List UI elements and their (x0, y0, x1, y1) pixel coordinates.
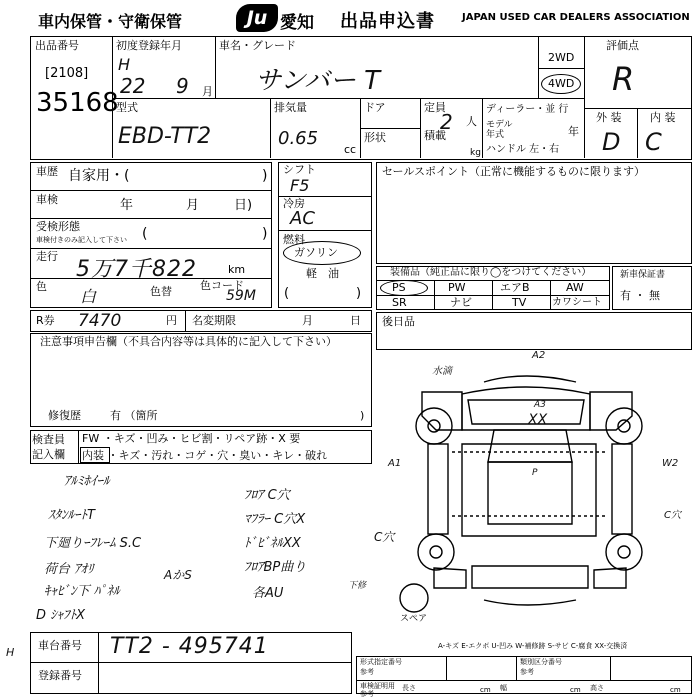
recycle-unit: 円 (166, 314, 177, 327)
shift-value: F5 (290, 176, 310, 195)
first-reg-era: H (118, 55, 131, 74)
inspector-note: ﾌﾛｱBP曲り (244, 560, 307, 575)
dealer-label: ディーラー・並 行 (486, 104, 569, 115)
model-label: 型式 (116, 101, 138, 114)
receipt-note: 車検付きのみ記入して下さい (36, 236, 127, 244)
damage-legend: A-キズ E-エクボ U-凹み W-補修跡 S-サビ C-腐食 XX-交換済 (438, 642, 628, 650)
interior-grade: C (645, 128, 662, 156)
car-name-value: サンバー T (255, 66, 381, 96)
recycle-value: 7470 (78, 311, 122, 331)
fuel-gas: ガソリン (294, 246, 338, 259)
fuel-diesel: 軽 油 (306, 267, 339, 280)
expiry-label: 名変期限 (192, 314, 236, 327)
diagram-mark: P (532, 468, 538, 478)
height-label: 高さ (590, 684, 604, 692)
grade-label: 評価点 (606, 39, 639, 52)
equipment-item: PS (392, 281, 406, 294)
length-unit: cm (480, 686, 491, 694)
equipment-item: ナビ (450, 296, 472, 309)
later-items-label: 後日品 (382, 315, 415, 328)
equipment-item: SR (392, 296, 407, 309)
load-unit: kg (470, 148, 481, 158)
history-value: 自家用・( (68, 168, 130, 184)
exterior-label: 外 装 (596, 111, 622, 124)
handle-label: ハンドル 左・右 (486, 144, 560, 155)
inspection-month: 月 (186, 198, 200, 213)
checker-row-1: FW ・キズ・凹み・ヒビ割・リペア跡・X 要 (82, 432, 301, 445)
repair-label: 修復歴 (48, 409, 81, 422)
equipment-item: AW (566, 281, 584, 294)
expiry-day: 日 (350, 314, 361, 327)
model-year-unit: 年 (568, 125, 579, 138)
checker-label-1: 検査員 (32, 433, 65, 446)
diagram-mark: XX (528, 412, 548, 428)
region-title: 愛知 (280, 13, 314, 33)
receipt-open: ( (142, 226, 148, 242)
type-ref: 参考 (360, 668, 374, 676)
inspector-note: ｽﾀﾝﾙｰﾄT (48, 508, 95, 523)
inspector-note: ﾏﾌﾗｰ C穴X (244, 512, 306, 527)
shape-label: 形状 (364, 131, 386, 144)
height-unit: cm (670, 686, 681, 694)
width-label: 幅 (500, 684, 507, 692)
inspector-note: ﾌﾛｱ C穴 (244, 488, 290, 503)
chassis-label: 車台番号 (38, 639, 82, 652)
diagram-mark: C穴 (664, 510, 681, 521)
new-car-warranty-label: 新車保証書 (620, 270, 666, 280)
inspection-year: 年 (120, 198, 134, 213)
lot-sub: [2108] (45, 66, 89, 81)
document-title: 出品申込書 (340, 11, 435, 32)
doors-label: ドア (364, 101, 386, 114)
model-year-label: モデル 年式 (486, 120, 513, 140)
later-items-block (376, 312, 692, 350)
displacement-label: 排気量 (274, 101, 307, 114)
diagram-mark: C穴 (374, 530, 395, 544)
receipt-label: 受検形態 (36, 220, 80, 233)
diagram-mark: W2 (662, 458, 679, 469)
ac-value: AC (290, 208, 315, 229)
inspector-note: ﾄﾞﾋﾞﾈﾙXX (244, 536, 301, 551)
reg-cert-ref: 参考 (360, 690, 374, 698)
class-ref: 参考 (520, 668, 534, 676)
car-name-label: 車名・グレード (219, 39, 296, 52)
repair-close: ) (360, 409, 365, 422)
first-reg-label: 初度登録年月 (116, 39, 182, 52)
diagram-mark: 下修 (348, 581, 367, 591)
inspector-note: 下廻りｰﾌﾚｰﾑ S.C (44, 536, 142, 551)
displacement-unit: cc (344, 143, 357, 156)
checker-row-2: 内装 ・キズ・汚れ・コゲ・穴・臭い・キレ・破れ (82, 449, 328, 462)
checker-label-2: 記入欄 (32, 448, 65, 461)
inspector-note: H (6, 646, 15, 659)
color-label: 色 (36, 280, 47, 293)
grade-value: R (612, 60, 635, 98)
length-label: 長さ (402, 684, 416, 692)
color-code-label: 色コード (200, 279, 244, 292)
mileage-unit: km (228, 263, 246, 276)
car-damage-diagram (376, 352, 692, 654)
lot-number: 35168 (36, 88, 119, 118)
shift-label: シフト (283, 163, 316, 176)
inspection-day: 日) (234, 198, 253, 213)
equipment-item: PW (448, 281, 466, 294)
model-value: EBD-TT2 (118, 124, 212, 149)
lot-label: 出品番号 (35, 39, 79, 52)
drive-4wd: 4WD (548, 77, 575, 90)
color-code-value: 59M (226, 288, 256, 304)
spare-label: スペア (400, 614, 428, 624)
diagram-mark: A3 (534, 400, 546, 410)
equipment-label: 装備品（純正品に限り◯をつけてください） (390, 267, 592, 278)
color-change-label: 色替 (150, 285, 172, 298)
reg-cert-label: 車検証明用 (360, 682, 395, 690)
fuel-label: 燃料 (283, 233, 305, 246)
diagram-mark: 水滴 (432, 366, 452, 377)
repair-value: 有 （箇所 (110, 409, 158, 422)
first-reg-year: 22 (120, 74, 146, 98)
ac-label: 冷房 (283, 197, 305, 210)
inspector-note: AかS (164, 568, 192, 582)
chassis-value: TT2 - 495741 (110, 634, 269, 659)
load-label: 積載 (424, 129, 446, 142)
capacity-unit: 人 (466, 115, 477, 128)
exterior-grade: D (602, 128, 621, 156)
inspector-note: ｱﾙﾐﾎｲｰﾙ (64, 474, 110, 489)
fuel-close: ) (356, 286, 362, 301)
history-label: 車歴 (36, 165, 58, 178)
association-name: JAPAN USED CAR DEALERS ASSOCIATION (462, 12, 690, 23)
recycle-label: R券 (36, 314, 55, 327)
capacity-label: 定員 (424, 101, 446, 114)
equipment-item: エアB (500, 281, 530, 294)
registration-label: 登録番号 (38, 669, 82, 682)
class-label: 類別区分番号 (520, 658, 562, 666)
mileage-value: 5万7千822 (76, 257, 197, 282)
displacement-value: 0.65 (278, 128, 319, 149)
equipment-item: TV (512, 296, 527, 309)
diagram-mark: A2 (532, 350, 546, 361)
type-label: 形式指定番号 (360, 658, 402, 666)
storage-label: 車内保管・守衛保管 (38, 12, 183, 31)
mileage-label: 走行 (36, 250, 58, 263)
receipt-close: ) (262, 226, 268, 242)
first-reg-month-unit: 月 (202, 85, 213, 98)
sales-point-label: セールスポイント（正常に機能するものに限ります） (382, 165, 646, 178)
equipment-item: カワシート (552, 297, 602, 308)
inspector-note: ｷｬﾋﾞﾝ下 ﾊﾟﾈﾙ (44, 584, 120, 599)
expiry-month: 月 (302, 314, 313, 327)
inspector-note: 各AU (252, 586, 284, 601)
first-reg-month: 9 (176, 74, 189, 98)
ju-logo: Ju (236, 4, 278, 32)
inspector-note: D ｼｬﾌﾄX (36, 608, 86, 623)
notes-label: 注意事項申告欄（不具合内容等は具体的に記入して下さい） (40, 335, 337, 348)
diagram-mark: A1 (388, 458, 402, 469)
inspection-label: 車検 (36, 193, 58, 206)
new-car-warranty-value: 有 ・ 無 (620, 289, 660, 302)
capacity-value: 2 (440, 110, 453, 134)
drive-2wd: 2WD (548, 51, 575, 64)
fuel-open: ( (284, 286, 290, 301)
history-close: ) (262, 168, 268, 184)
color-value: 白 (80, 287, 97, 306)
width-unit: cm (570, 686, 581, 694)
interior-label: 内 装 (650, 111, 676, 124)
inspector-note: 荷台 ｱｵﾘ (44, 562, 94, 577)
